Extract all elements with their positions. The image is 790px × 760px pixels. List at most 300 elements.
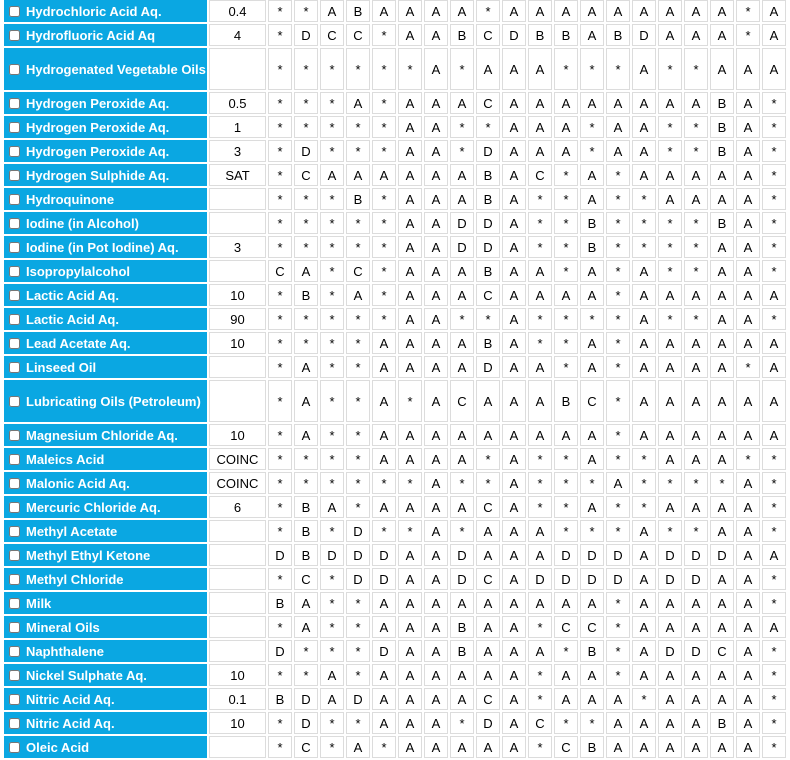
rating-cell: * [762,188,786,210]
rating-cell: * [320,140,344,162]
concentration-cell: COINC [209,448,266,470]
rating-cell: D [320,544,344,566]
chemical-name: Mercuric Chloride Aq. [26,499,161,515]
table-row [4,544,786,566]
rating-cell: A [580,592,604,614]
rating-cell: A [736,212,760,234]
rating-cell: * [762,688,786,710]
rating-cell: D [710,544,734,566]
chemical-name-cell [4,448,207,470]
rating-cell: D [450,544,474,566]
rating-cell: D [372,568,396,590]
rating-cell: A [736,472,760,494]
rating-cell: A [528,140,552,162]
rating-cell: * [762,664,786,686]
rating-cell: A [554,92,578,114]
rating-cell: A [554,424,578,446]
rating-cell: * [268,236,292,258]
rating-cell: D [476,356,500,378]
rating-cell: * [762,236,786,258]
rating-cell: B [580,212,604,234]
chemical-name-cell [4,520,207,542]
table-row [4,664,786,686]
concentration-cell [209,48,266,90]
rating-cell: A [372,712,396,734]
chemical-name: Linseed Oil [26,359,97,375]
rating-cell: * [528,188,552,210]
rating-cell: * [320,592,344,614]
rating-cell: D [580,544,604,566]
select-checkbox-hydrogen-peroxide-aq-5[interactable] [9,146,20,157]
concentration-cell [209,592,266,614]
select-checkbox-hydroquinone-7[interactable] [9,194,20,205]
rating-cell: A [710,448,734,470]
rating-cell: * [268,308,292,330]
rating-cell: D [554,544,578,566]
chemical-name: Hydrogenated Vegetable Oils [26,61,206,77]
select-checkbox-maleics-acid-17[interactable] [9,454,20,465]
rating-cell: A [424,448,448,470]
rating-cell: A [658,0,682,22]
rating-cell: A [632,140,656,162]
rating-cell: A [398,712,422,734]
rating-cell: A [528,284,552,306]
rating-cell: C [294,568,318,590]
chemical-name: Maleics Acid [26,451,105,467]
rating-cell: A [632,736,656,758]
rating-cell: D [684,544,708,566]
rating-cell: A [658,424,682,446]
rating-cell: * [320,712,344,734]
concentration-cell [209,356,266,378]
chemical-name-cell [4,116,207,138]
rating-cell: A [632,308,656,330]
rating-cell: * [450,308,474,330]
select-checkbox-hydrochloric-acid-aq-0[interactable] [9,6,20,17]
select-checkbox-hydrogen-peroxide-aq-4[interactable] [9,122,20,133]
rating-cell: * [528,496,552,518]
select-checkbox-hydrogen-peroxide-aq-3[interactable] [9,98,20,109]
rating-cell: A [684,592,708,614]
rating-cell: * [606,308,630,330]
concentration-cell: 10 [209,332,266,354]
rating-cell: A [450,448,474,470]
rating-cell: * [372,92,396,114]
rating-cell: A [632,380,656,422]
select-checkbox-lead-acetate-aq-13[interactable] [9,338,20,349]
rating-cell: * [372,48,396,90]
select-checkbox-oleic-acid-29[interactable] [9,742,20,753]
rating-cell: B [294,284,318,306]
rating-cell: * [658,236,682,258]
rating-cell: A [580,24,604,46]
rating-cell: A [632,664,656,686]
rating-cell: A [658,496,682,518]
rating-cell: * [606,496,630,518]
rating-cell: A [476,640,500,662]
rating-cell: * [346,332,370,354]
rating-cell: * [762,308,786,330]
rating-cell: A [372,688,396,710]
concentration-cell [209,640,266,662]
rating-cell: B [710,712,734,734]
rating-cell: A [502,140,526,162]
rating-cell: * [372,472,396,494]
rating-cell: * [268,188,292,210]
table-row [4,520,786,542]
rating-cell: A [528,380,552,422]
rating-cell: * [606,260,630,282]
rating-cell: A [398,164,422,186]
chemical-name: Isopropylalcohol [26,263,131,279]
table-row [4,568,786,590]
table-row [4,116,786,138]
rating-cell: B [710,92,734,114]
select-checkbox-lactic-acid-aq-11[interactable] [9,290,20,301]
chemical-name: Malonic Acid Aq. [26,475,130,491]
select-checkbox-mercuric-chloride-aq-19[interactable] [9,502,20,513]
concentration-cell: 1 [209,116,266,138]
select-checkbox-nickel-sulphate-aq-26[interactable] [9,670,20,681]
rating-cell: * [346,356,370,378]
rating-cell: B [450,24,474,46]
rating-cell: D [294,140,318,162]
rating-cell: * [606,592,630,614]
select-checkbox-hydrofluoric-acid-aq-1[interactable] [9,30,20,41]
rating-cell: A [632,568,656,590]
rating-cell: A [580,260,604,282]
rating-cell: * [450,712,474,734]
rating-cell: A [346,284,370,306]
rating-cell: * [762,116,786,138]
rating-cell: A [684,712,708,734]
rating-cell: A [372,448,396,470]
concentration-cell: 10 [209,424,266,446]
rating-cell: A [658,284,682,306]
rating-cell: A [502,448,526,470]
rating-cell: A [632,332,656,354]
rating-cell: A [398,116,422,138]
rating-cell: * [268,568,292,590]
rating-cell: A [502,640,526,662]
rating-cell: * [268,520,292,542]
rating-cell: * [580,520,604,542]
select-checkbox-malonic-acid-aq-18[interactable] [9,478,20,489]
select-checkbox-hydrogenated-vegetable-oils-2[interactable] [9,64,20,75]
rating-cell: * [606,640,630,662]
rating-cell: B [528,24,552,46]
rating-cell: * [320,424,344,446]
rating-cell: * [346,48,370,90]
concentration-cell: 3 [209,236,266,258]
rating-cell: A [580,284,604,306]
select-checkbox-mineral-oils-24[interactable] [9,622,20,633]
rating-cell: * [762,472,786,494]
rating-cell: C [450,380,474,422]
rating-cell: B [346,0,370,22]
rating-cell: * [554,260,578,282]
select-checkbox-isopropylalcohol-10[interactable] [9,266,20,277]
select-checkbox-iodine-in-alcohol-8[interactable] [9,218,20,229]
rating-cell: * [762,260,786,282]
chemical-name-cell [4,712,207,734]
rating-cell: * [320,212,344,234]
rating-cell: * [268,332,292,354]
rating-cell: A [684,332,708,354]
rating-cell: * [346,664,370,686]
select-checkbox-nitric-acid-aq-28[interactable] [9,718,20,729]
chemical-name-cell [4,0,207,22]
select-checkbox-naphthalene-25[interactable] [9,646,20,657]
chemical-name: Methyl Chloride [26,571,124,587]
concentration-cell [209,380,266,422]
rating-cell: A [710,616,734,638]
rating-cell: D [372,544,396,566]
rating-cell: A [606,92,630,114]
concentration-cell: 0.1 [209,688,266,710]
rating-cell: B [476,164,500,186]
rating-cell: A [736,688,760,710]
rating-cell: A [710,568,734,590]
chemical-name: Milk [26,595,52,611]
rating-cell: A [658,448,682,470]
rating-cell: A [684,92,708,114]
concentration-cell: 6 [209,496,266,518]
rating-cell: A [658,92,682,114]
chemical-name-cell [4,380,207,422]
rating-cell: A [554,688,578,710]
rating-cell: A [736,260,760,282]
concentration-cell [209,260,266,282]
rating-cell: A [450,164,474,186]
chemical-name: Hydrogen Peroxide Aq. [26,95,170,111]
rating-cell: * [554,212,578,234]
rating-cell: A [632,640,656,662]
rating-cell: * [398,48,422,90]
concentration-cell: 0.4 [209,0,266,22]
chemical-name: Lactic Acid Aq. [26,311,119,327]
rating-cell: * [554,356,578,378]
rating-cell: A [424,164,448,186]
rating-cell: D [450,568,474,590]
rating-cell: A [450,92,474,114]
rating-cell: A [528,520,552,542]
rating-cell: A [736,736,760,758]
rating-cell: A [580,356,604,378]
rating-cell: A [736,308,760,330]
chemical-name-cell [4,284,207,306]
rating-cell: * [762,164,786,186]
chemical-name: Lubricating Oils (Petroleum) [26,393,201,409]
rating-cell: A [502,116,526,138]
rating-cell: * [268,284,292,306]
rating-cell: A [528,116,552,138]
rating-cell: * [736,448,760,470]
rating-cell: C [528,164,552,186]
select-checkbox-magnesium-chloride-aq-16[interactable] [9,430,20,441]
rating-cell: * [658,48,682,90]
rating-cell: B [710,116,734,138]
select-checkbox-methyl-chloride-22[interactable] [9,574,20,585]
rating-cell: A [684,188,708,210]
rating-cell: A [684,356,708,378]
rating-cell: A [710,592,734,614]
rating-cell: A [710,664,734,686]
rating-cell: A [762,424,786,446]
rating-cell: A [710,236,734,258]
rating-cell: * [268,212,292,234]
rating-cell: * [398,380,422,422]
rating-cell: C [476,92,500,114]
rating-cell: A [528,544,552,566]
rating-cell: * [684,472,708,494]
chemical-name-cell [4,48,207,90]
rating-cell: A [632,616,656,638]
rating-cell: A [684,736,708,758]
chemical-name-cell [4,236,207,258]
rating-cell: * [268,664,292,686]
rating-cell: * [528,236,552,258]
rating-cell: * [346,212,370,234]
rating-cell: A [684,496,708,518]
select-checkbox-nitric-acid-aq-27[interactable] [9,694,20,705]
rating-cell: * [320,116,344,138]
rating-cell: A [424,260,448,282]
rating-cell: * [346,592,370,614]
rating-cell: * [450,472,474,494]
rating-cell: A [736,140,760,162]
rating-cell: A [736,48,760,90]
rating-cell: A [606,736,630,758]
rating-cell: * [320,448,344,470]
rating-cell: * [632,496,656,518]
rating-cell: * [580,48,604,90]
chemical-name: Mineral Oils [26,619,100,635]
rating-cell: B [580,736,604,758]
rating-cell: A [632,424,656,446]
table-row [4,260,786,282]
concentration-cell: 10 [209,712,266,734]
rating-cell: A [710,520,734,542]
rating-cell: C [580,616,604,638]
rating-cell: D [658,640,682,662]
rating-cell: A [710,260,734,282]
rating-cell: A [502,48,526,90]
table-row [4,236,786,258]
rating-cell: * [294,308,318,330]
rating-cell: A [398,236,422,258]
chemical-name: Nitric Acid Aq. [26,691,115,707]
rating-cell: * [684,308,708,330]
chemical-name-cell [4,472,207,494]
rating-cell: A [762,380,786,422]
rating-cell: B [346,188,370,210]
rating-cell: A [502,568,526,590]
rating-cell: A [528,48,552,90]
concentration-cell: 4 [209,24,266,46]
chemical-name: Methyl Ethyl Ketone [26,547,151,563]
rating-cell: D [684,568,708,590]
select-checkbox-lubricating-oils-petroleum-15[interactable] [9,396,20,407]
table-body [4,0,786,758]
select-checkbox-iodine-in-pot-iodine-aq-9[interactable] [9,242,20,253]
rating-cell: * [684,520,708,542]
rating-cell: A [736,544,760,566]
rating-cell: A [710,356,734,378]
table-row [4,92,786,114]
rating-cell: A [502,332,526,354]
rating-cell: * [554,48,578,90]
rating-cell: A [736,92,760,114]
rating-cell: A [580,92,604,114]
rating-cell: A [398,616,422,638]
rating-cell: * [658,308,682,330]
rating-cell: D [476,236,500,258]
rating-cell: A [476,380,500,422]
rating-cell: A [554,592,578,614]
rating-cell: A [502,544,526,566]
rating-cell: * [320,188,344,210]
rating-cell: A [658,332,682,354]
rating-cell: C [476,688,500,710]
rating-cell: * [554,472,578,494]
rating-cell: A [606,712,630,734]
rating-cell: A [580,188,604,210]
chemical-name-cell [4,736,207,758]
select-checkbox-lactic-acid-aq-12[interactable] [9,314,20,325]
rating-cell: A [736,188,760,210]
chemical-name-cell [4,664,207,686]
rating-cell: A [372,616,396,638]
rating-cell: A [424,472,448,494]
table-row [4,496,786,518]
select-checkbox-milk-23[interactable] [9,598,20,609]
rating-cell: * [320,308,344,330]
concentration-cell [209,188,266,210]
rating-cell: A [710,164,734,186]
rating-cell: * [528,308,552,330]
select-checkbox-linseed-oil-14[interactable] [9,362,20,373]
rating-cell: A [658,592,682,614]
select-checkbox-methyl-acetate-20[interactable] [9,526,20,537]
rating-cell: C [294,736,318,758]
rating-cell: D [476,712,500,734]
rating-cell: A [762,284,786,306]
rating-cell: * [346,640,370,662]
rating-cell: * [684,236,708,258]
rating-cell: * [762,140,786,162]
rating-cell: * [372,284,396,306]
rating-cell: B [450,640,474,662]
rating-cell: A [710,380,734,422]
select-checkbox-hydrogen-sulphide-aq-6[interactable] [9,170,20,181]
concentration-cell [209,736,266,758]
rating-cell: A [424,664,448,686]
rating-cell: A [528,424,552,446]
rating-cell: A [684,164,708,186]
table-row [4,592,786,614]
rating-cell: * [554,188,578,210]
rating-cell: * [268,116,292,138]
chemical-name-cell [4,164,207,186]
rating-cell: A [580,496,604,518]
rating-cell: A [632,356,656,378]
rating-cell: * [606,164,630,186]
rating-cell: A [710,688,734,710]
rating-cell: A [424,712,448,734]
table-row [4,284,786,306]
select-checkbox-methyl-ethyl-ketone-21[interactable] [9,550,20,561]
